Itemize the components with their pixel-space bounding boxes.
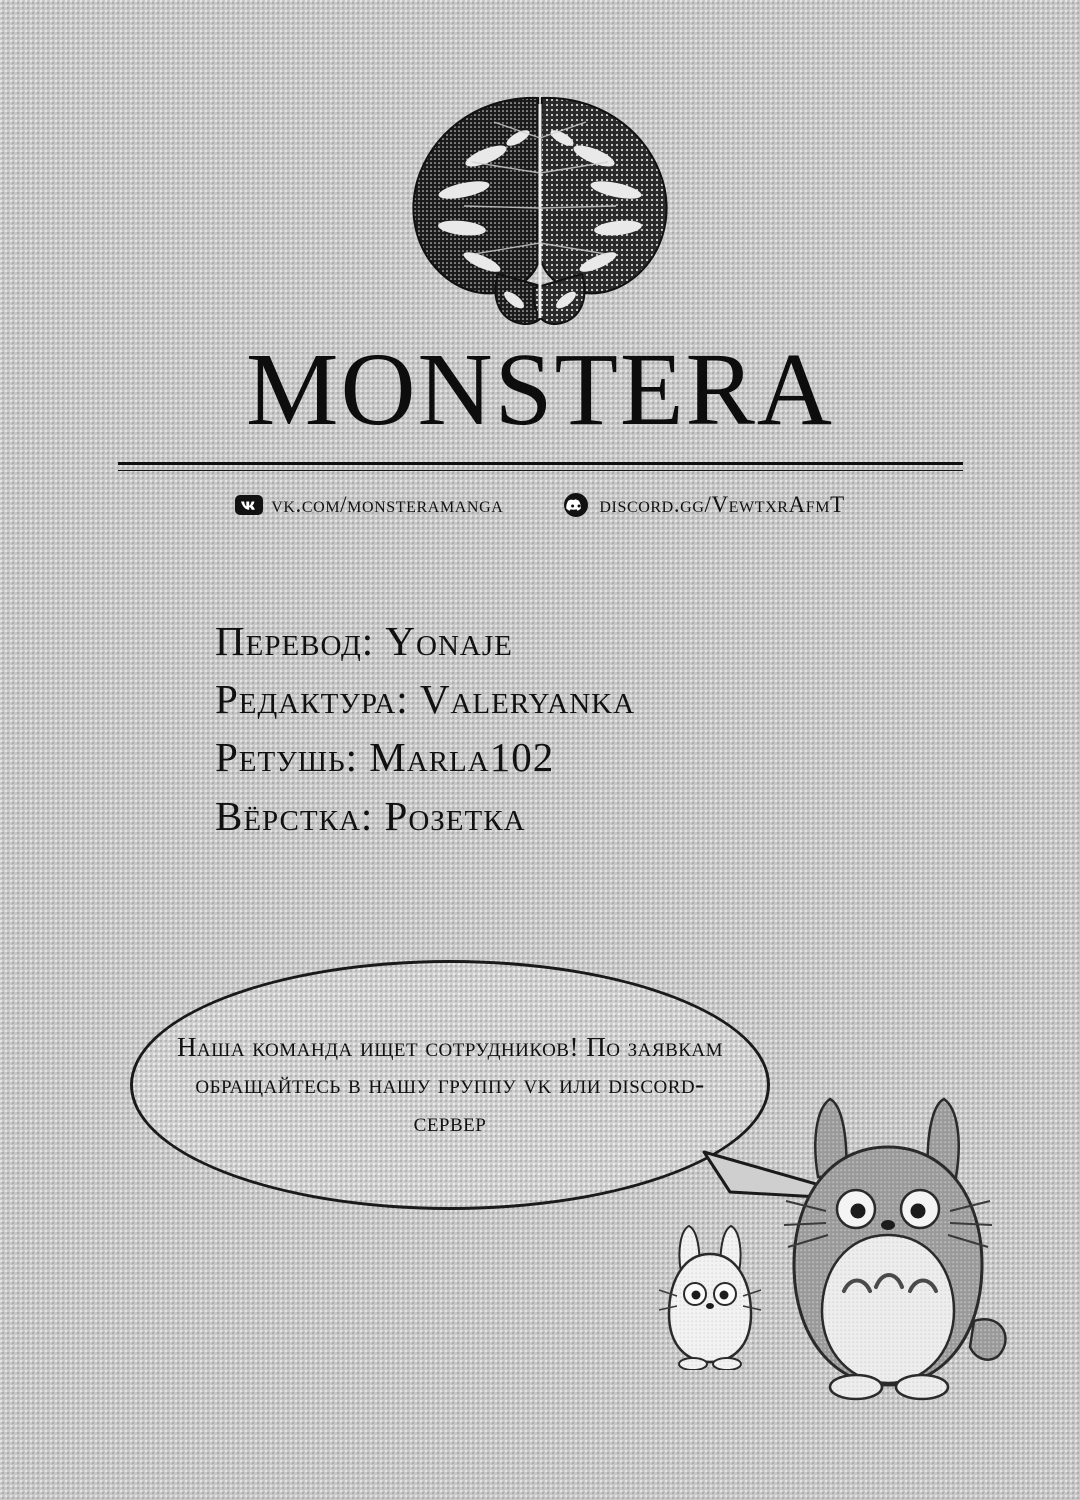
totoro-large — [760, 1085, 1020, 1405]
credit-cleaning: Ретушь: Marla102 — [215, 734, 555, 781]
totoro-small — [655, 1220, 765, 1370]
credit-translation: Перевод: Yonaje — [215, 618, 513, 664]
credit-editing: Редактура: Valeryanka — [215, 676, 636, 723]
vk-link-label: vk.com/monsteramanga — [271, 492, 504, 517]
discord-link[interactable] — [561, 492, 844, 518]
credit-typesetting: Вёрстка: Розетка — [215, 792, 526, 839]
logo-block — [0, 78, 1080, 328]
divider-thick — [118, 462, 963, 465]
vk-icon — [235, 495, 263, 515]
discord-link-label: discord.gg/VewtxrAfmT — [599, 492, 845, 517]
monstera-leaf-icon — [390, 78, 690, 328]
vk-link[interactable] — [235, 492, 503, 518]
social-links — [0, 492, 1080, 518]
credits-list — [215, 612, 975, 845]
divider-thin — [118, 470, 963, 471]
speech-bubble-text: Наша команда ищет сотрудников! По заявкам обращайтесь в нашу группу vk или discord-сервер — [176, 1032, 724, 1137]
speech-bubble — [130, 960, 770, 1210]
discord-icon — [561, 493, 591, 517]
brand-title: MONSTERA — [245, 332, 835, 447]
